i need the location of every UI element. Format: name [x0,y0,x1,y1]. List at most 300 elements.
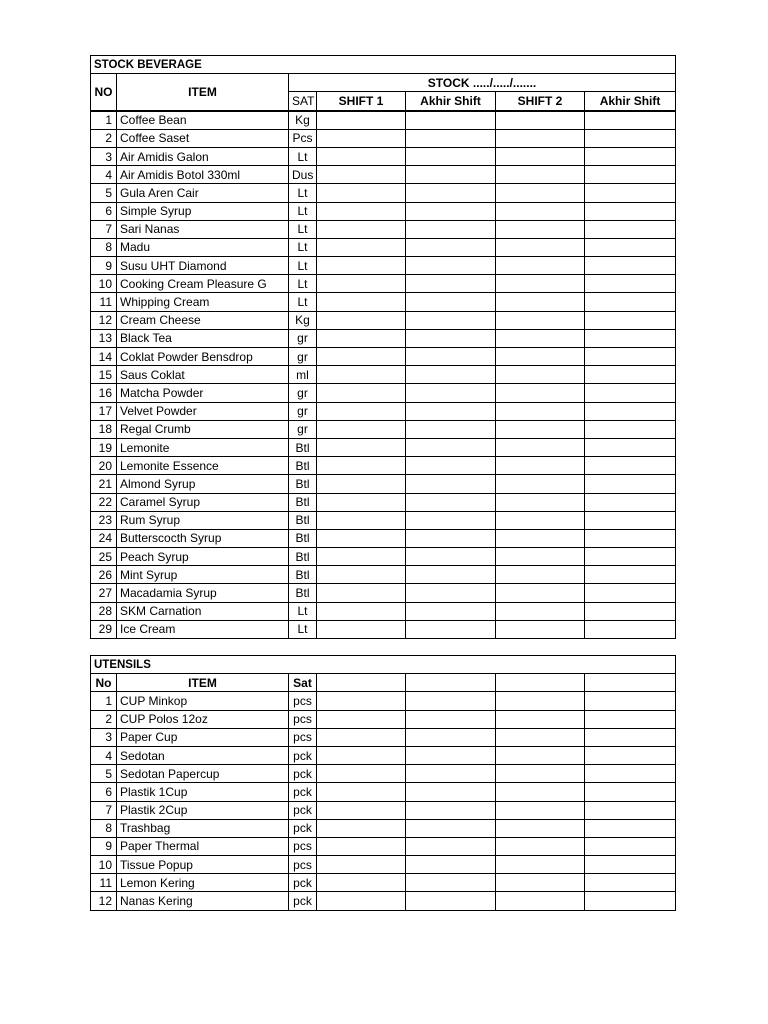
table-row [91,329,676,347]
shift2-entry[interactable] [496,238,585,256]
unit-cell: Btl [289,566,317,584]
shift2-entry[interactable] [496,602,585,620]
akhir-shift-1-entry[interactable] [406,166,496,184]
akhir-shift-1-entry[interactable] [406,511,496,529]
unit-cell: gr [289,329,317,347]
table-row [91,220,676,238]
shift2-entry[interactable] [496,856,585,874]
item-name: CUP Polos 12oz [117,710,289,728]
shift2-entry[interactable] [496,566,585,584]
akhir-shift-2-entry[interactable] [585,548,676,566]
shift1-entry[interactable] [317,438,406,456]
unit-cell: pck [289,783,317,801]
shift1-entry[interactable] [317,746,406,764]
akhir-shift-2-entry[interactable] [585,529,676,547]
akhir-shift-2-entry[interactable] [585,238,676,256]
akhir-shift-2-entry[interactable] [585,348,676,366]
shift2-entry[interactable] [496,184,585,202]
shift1-entry[interactable] [317,329,406,347]
akhir-shift-2-entry[interactable] [585,457,676,475]
akhir-shift-1-entry[interactable] [406,892,496,910]
row-number: 15 [91,366,117,384]
akhir-shift-1-entry[interactable] [406,566,496,584]
col-header-no: No [91,674,117,692]
shift2-entry[interactable] [496,801,585,819]
akhir-shift-2-entry[interactable] [585,202,676,220]
item-name: Lemonite [117,438,289,456]
utensils-table [90,655,676,911]
item-name: Mint Syrup [117,566,289,584]
akhir-shift-2-entry[interactable] [585,129,676,147]
table-row [91,511,676,529]
shift2-entry[interactable] [496,728,585,746]
akhir-shift-2-entry[interactable] [585,329,676,347]
table-row [91,366,676,384]
akhir-shift-1-entry[interactable] [406,783,496,801]
unit-cell: Lt [289,620,317,638]
shift2-entry[interactable] [496,819,585,837]
unit-cell: Btl [289,548,317,566]
row-number: 1 [91,111,117,130]
akhir-shift-1-entry[interactable] [406,275,496,293]
row-number: 11 [91,293,117,311]
col-header-no: NO [91,74,117,111]
shift1-entry[interactable] [317,837,406,855]
item-name: Coklat Powder Bensdrop [117,348,289,366]
unit-cell: pcs [289,856,317,874]
shift2-entry[interactable] [496,765,585,783]
item-name: Plastik 2Cup [117,801,289,819]
row-number: 3 [91,147,117,165]
akhir-shift-1-entry[interactable] [406,402,496,420]
table-row [91,892,676,910]
item-name: Cream Cheese [117,311,289,329]
table-row [91,275,676,293]
table-row [91,801,676,819]
akhir-shift-2-entry[interactable] [585,438,676,456]
akhir-shift-2-entry[interactable] [585,783,676,801]
shift2-entry[interactable] [496,457,585,475]
row-number: 6 [91,783,117,801]
shift2-entry[interactable] [496,746,585,764]
item-name: Paper Cup [117,728,289,746]
unit-cell: pcs [289,692,317,710]
akhir-shift-2-entry[interactable] [585,311,676,329]
table-row [91,584,676,602]
unit-cell: Btl [289,529,317,547]
table-row [91,311,676,329]
unit-cell: gr [289,348,317,366]
shift1-entry[interactable] [317,566,406,584]
row-number: 17 [91,402,117,420]
shift1-entry[interactable] [317,147,406,165]
akhir-shift-2-entry[interactable] [585,420,676,438]
akhir-shift-2-entry[interactable] [585,819,676,837]
row-number: 10 [91,275,117,293]
table-row [91,548,676,566]
table-row [91,384,676,402]
shift1-entry[interactable] [317,892,406,910]
akhir-shift-2-entry[interactable] [585,602,676,620]
item-name: Simple Syrup [117,202,289,220]
akhir-shift-1-entry[interactable] [406,311,496,329]
akhir-shift-1-entry[interactable] [406,746,496,764]
shift2-entry[interactable] [496,529,585,547]
row-number: 25 [91,548,117,566]
shift2-entry[interactable] [496,692,585,710]
akhir-shift-1-entry[interactable] [406,348,496,366]
row-number: 7 [91,801,117,819]
shift1-entry[interactable] [317,475,406,493]
shift2-entry[interactable] [496,420,585,438]
akhir-shift-1-entry[interactable] [406,147,496,165]
table-row [91,493,676,511]
akhir-shift-2-entry[interactable] [585,728,676,746]
shift1-entry[interactable] [317,801,406,819]
akhir-shift-1-entry[interactable] [406,493,496,511]
shift2-entry[interactable] [496,329,585,347]
akhir-shift-1-entry[interactable] [406,257,496,275]
shift1-entry[interactable] [317,348,406,366]
unit-cell: Lt [289,293,317,311]
col-header-shift2: SHIFT 2 [496,92,585,111]
shift2-entry[interactable] [496,366,585,384]
unit-cell: pck [289,801,317,819]
akhir-shift-2-entry[interactable] [585,275,676,293]
akhir-shift-1-entry[interactable] [406,819,496,837]
unit-cell: Btl [289,511,317,529]
row-number: 16 [91,384,117,402]
table-row [91,147,676,165]
akhir-shift-1-entry[interactable] [406,801,496,819]
row-number: 4 [91,166,117,184]
blank-cell[interactable] [317,674,406,692]
shift1-entry[interactable] [317,692,406,710]
table-row [91,184,676,202]
shift1-entry[interactable] [317,457,406,475]
akhir-shift-1-entry[interactable] [406,329,496,347]
akhir-shift-1-entry[interactable] [406,384,496,402]
table-row [91,348,676,366]
akhir-shift-1-entry[interactable] [406,529,496,547]
table-row [91,819,676,837]
shift1-entry[interactable] [317,384,406,402]
table-row [91,566,676,584]
unit-cell: Kg [289,311,317,329]
unit-cell: Btl [289,457,317,475]
row-number: 12 [91,311,117,329]
row-number: 9 [91,837,117,855]
akhir-shift-2-entry[interactable] [585,874,676,892]
unit-cell: Lt [289,602,317,620]
akhir-shift-1-entry[interactable] [406,438,496,456]
table-row [91,475,676,493]
akhir-shift-1-entry[interactable] [406,692,496,710]
shift2-entry[interactable] [496,475,585,493]
row-number: 5 [91,765,117,783]
shift1-entry[interactable] [317,275,406,293]
table-row [91,692,676,710]
akhir-shift-1-entry[interactable] [406,420,496,438]
shift1-entry[interactable] [317,220,406,238]
unit-cell: pcs [289,837,317,855]
shift1-entry[interactable] [317,166,406,184]
shift1-entry[interactable] [317,602,406,620]
unit-cell: Kg [289,111,317,130]
item-name: Rum Syrup [117,511,289,529]
unit-cell: pck [289,746,317,764]
shift2-entry[interactable] [496,837,585,855]
akhir-shift-1-entry[interactable] [406,602,496,620]
section-title: UTENSILS [91,656,676,674]
row-number: 23 [91,511,117,529]
shift2-entry[interactable] [496,548,585,566]
akhir-shift-2-entry[interactable] [585,493,676,511]
akhir-shift-1-entry[interactable] [406,293,496,311]
table-row [91,238,676,256]
akhir-shift-1-entry[interactable] [406,111,496,130]
akhir-shift-1-entry[interactable] [406,728,496,746]
akhir-shift-1-entry[interactable] [406,584,496,602]
blank-cell[interactable] [406,674,496,692]
item-name: SKM Carnation [117,602,289,620]
akhir-shift-2-entry[interactable] [585,566,676,584]
shift2-entry[interactable] [496,293,585,311]
table-row [91,438,676,456]
row-number: 11 [91,874,117,892]
table-row [91,529,676,547]
akhir-shift-1-entry[interactable] [406,856,496,874]
shift1-entry[interactable] [317,529,406,547]
unit-cell: pcs [289,710,317,728]
item-name: Trashbag [117,819,289,837]
shift2-entry[interactable] [496,710,585,728]
row-number: 2 [91,710,117,728]
shift2-entry[interactable] [496,166,585,184]
shift1-entry[interactable] [317,819,406,837]
item-name: Plastik 1Cup [117,783,289,801]
unit-cell: Lt [289,275,317,293]
col-header-item: ITEM [117,674,289,692]
unit-cell: Btl [289,438,317,456]
shift1-entry[interactable] [317,710,406,728]
akhir-shift-1-entry[interactable] [406,620,496,638]
item-name: Regal Crumb [117,420,289,438]
shift1-entry[interactable] [317,111,406,130]
item-name: Susu UHT Diamond [117,257,289,275]
table-row [91,293,676,311]
akhir-shift-2-entry[interactable] [585,402,676,420]
row-number: 20 [91,457,117,475]
akhir-shift-2-entry[interactable] [585,620,676,638]
shift2-entry[interactable] [496,129,585,147]
akhir-shift-2-entry[interactable] [585,892,676,910]
shift2-entry[interactable] [496,438,585,456]
shift2-entry[interactable] [496,892,585,910]
table-row [91,765,676,783]
unit-cell: Lt [289,220,317,238]
akhir-shift-2-entry[interactable] [585,710,676,728]
shift2-entry[interactable] [496,202,585,220]
shift2-entry[interactable] [496,348,585,366]
shift1-entry[interactable] [317,257,406,275]
blank-cell[interactable] [496,674,585,692]
akhir-shift-2-entry[interactable] [585,765,676,783]
akhir-shift-2-entry[interactable] [585,584,676,602]
item-name: Coffee Saset [117,129,289,147]
shift2-entry[interactable] [496,311,585,329]
akhir-shift-2-entry[interactable] [585,801,676,819]
table-row [91,457,676,475]
akhir-shift-2-entry[interactable] [585,293,676,311]
table-row [91,402,676,420]
unit-cell: gr [289,384,317,402]
shift1-entry[interactable] [317,420,406,438]
table-row [91,111,676,130]
shift2-entry[interactable] [496,275,585,293]
shift2-entry[interactable] [496,783,585,801]
blank-cell[interactable] [585,674,676,692]
shift1-entry[interactable] [317,129,406,147]
shift1-entry[interactable] [317,584,406,602]
akhir-shift-2-entry[interactable] [585,257,676,275]
row-number: 29 [91,620,117,638]
akhir-shift-1-entry[interactable] [406,765,496,783]
akhir-shift-1-entry[interactable] [406,837,496,855]
item-name: Lemon Kering [117,874,289,892]
shift2-entry[interactable] [496,257,585,275]
col-header-akhir-shift-2: Akhir Shift [585,92,676,111]
akhir-shift-1-entry[interactable] [406,129,496,147]
shift2-entry[interactable] [496,220,585,238]
shift1-entry[interactable] [317,184,406,202]
row-number: 12 [91,892,117,910]
unit-cell: Lt [289,147,317,165]
item-name: Coffee Bean [117,111,289,130]
row-number: 2 [91,129,117,147]
shift1-entry[interactable] [317,511,406,529]
item-name: Whipping Cream [117,293,289,311]
akhir-shift-2-entry[interactable] [585,366,676,384]
akhir-shift-2-entry[interactable] [585,746,676,764]
item-name: Saus Coklat [117,366,289,384]
table-row [91,746,676,764]
shift1-entry[interactable] [317,202,406,220]
unit-cell: gr [289,402,317,420]
akhir-shift-2-entry[interactable] [585,692,676,710]
shift1-entry[interactable] [317,493,406,511]
item-name: Gula Aren Cair [117,184,289,202]
table-row [91,710,676,728]
unit-cell: Lt [289,257,317,275]
shift2-entry[interactable] [496,584,585,602]
item-name: Nanas Kering [117,892,289,910]
row-number: 10 [91,856,117,874]
shift2-entry[interactable] [496,493,585,511]
shift1-entry[interactable] [317,620,406,638]
shift1-entry[interactable] [317,548,406,566]
shift1-entry[interactable] [317,856,406,874]
table-row [91,166,676,184]
item-name: Air Amidis Botol 330ml [117,166,289,184]
akhir-shift-2-entry[interactable] [585,111,676,130]
akhir-shift-1-entry[interactable] [406,475,496,493]
item-name: Madu [117,238,289,256]
shift1-entry[interactable] [317,783,406,801]
table-row [91,837,676,855]
row-number: 13 [91,329,117,347]
item-name: Peach Syrup [117,548,289,566]
row-number: 3 [91,728,117,746]
shift2-entry[interactable] [496,402,585,420]
akhir-shift-2-entry[interactable] [585,856,676,874]
shift2-entry[interactable] [496,384,585,402]
akhir-shift-2-entry[interactable] [585,220,676,238]
table-row [91,602,676,620]
akhir-shift-2-entry[interactable] [585,147,676,165]
shift2-entry[interactable] [496,111,585,130]
akhir-shift-1-entry[interactable] [406,220,496,238]
item-name: Sedotan Papercup [117,765,289,783]
item-name: Ice Cream [117,620,289,638]
akhir-shift-1-entry[interactable] [406,548,496,566]
akhir-shift-2-entry[interactable] [585,475,676,493]
row-number: 28 [91,602,117,620]
shift1-entry[interactable] [317,366,406,384]
item-name: CUP Minkop [117,692,289,710]
unit-cell: pck [289,819,317,837]
akhir-shift-1-entry[interactable] [406,202,496,220]
shift1-entry[interactable] [317,728,406,746]
unit-cell: pcs [289,728,317,746]
shift2-entry[interactable] [496,620,585,638]
akhir-shift-1-entry[interactable] [406,184,496,202]
item-name: Sari Nanas [117,220,289,238]
shift1-entry[interactable] [317,293,406,311]
shift1-entry[interactable] [317,765,406,783]
row-number: 21 [91,475,117,493]
stock-date-header: STOCK ...../...../....... [289,74,676,92]
akhir-shift-2-entry[interactable] [585,511,676,529]
shift1-entry[interactable] [317,402,406,420]
akhir-shift-1-entry[interactable] [406,238,496,256]
unit-cell: Lt [289,238,317,256]
shift1-entry[interactable] [317,311,406,329]
unit-cell: Pcs [289,129,317,147]
shift1-entry[interactable] [317,874,406,892]
akhir-shift-2-entry[interactable] [585,384,676,402]
shift1-entry[interactable] [317,238,406,256]
item-name: Sedotan [117,746,289,764]
section-title: STOCK BEVERAGE [91,56,676,74]
row-number: 1 [91,692,117,710]
unit-cell: pck [289,765,317,783]
akhir-shift-1-entry[interactable] [406,366,496,384]
akhir-shift-2-entry[interactable] [585,166,676,184]
akhir-shift-1-entry[interactable] [406,874,496,892]
akhir-shift-2-entry[interactable] [585,184,676,202]
row-number: 8 [91,238,117,256]
akhir-shift-1-entry[interactable] [406,710,496,728]
unit-cell: Btl [289,493,317,511]
akhir-shift-2-entry[interactable] [585,837,676,855]
item-name: Paper Thermal [117,837,289,855]
akhir-shift-1-entry[interactable] [406,457,496,475]
shift2-entry[interactable] [496,511,585,529]
shift2-entry[interactable] [496,147,585,165]
item-name: Macadamia Syrup [117,584,289,602]
shift2-entry[interactable] [496,874,585,892]
